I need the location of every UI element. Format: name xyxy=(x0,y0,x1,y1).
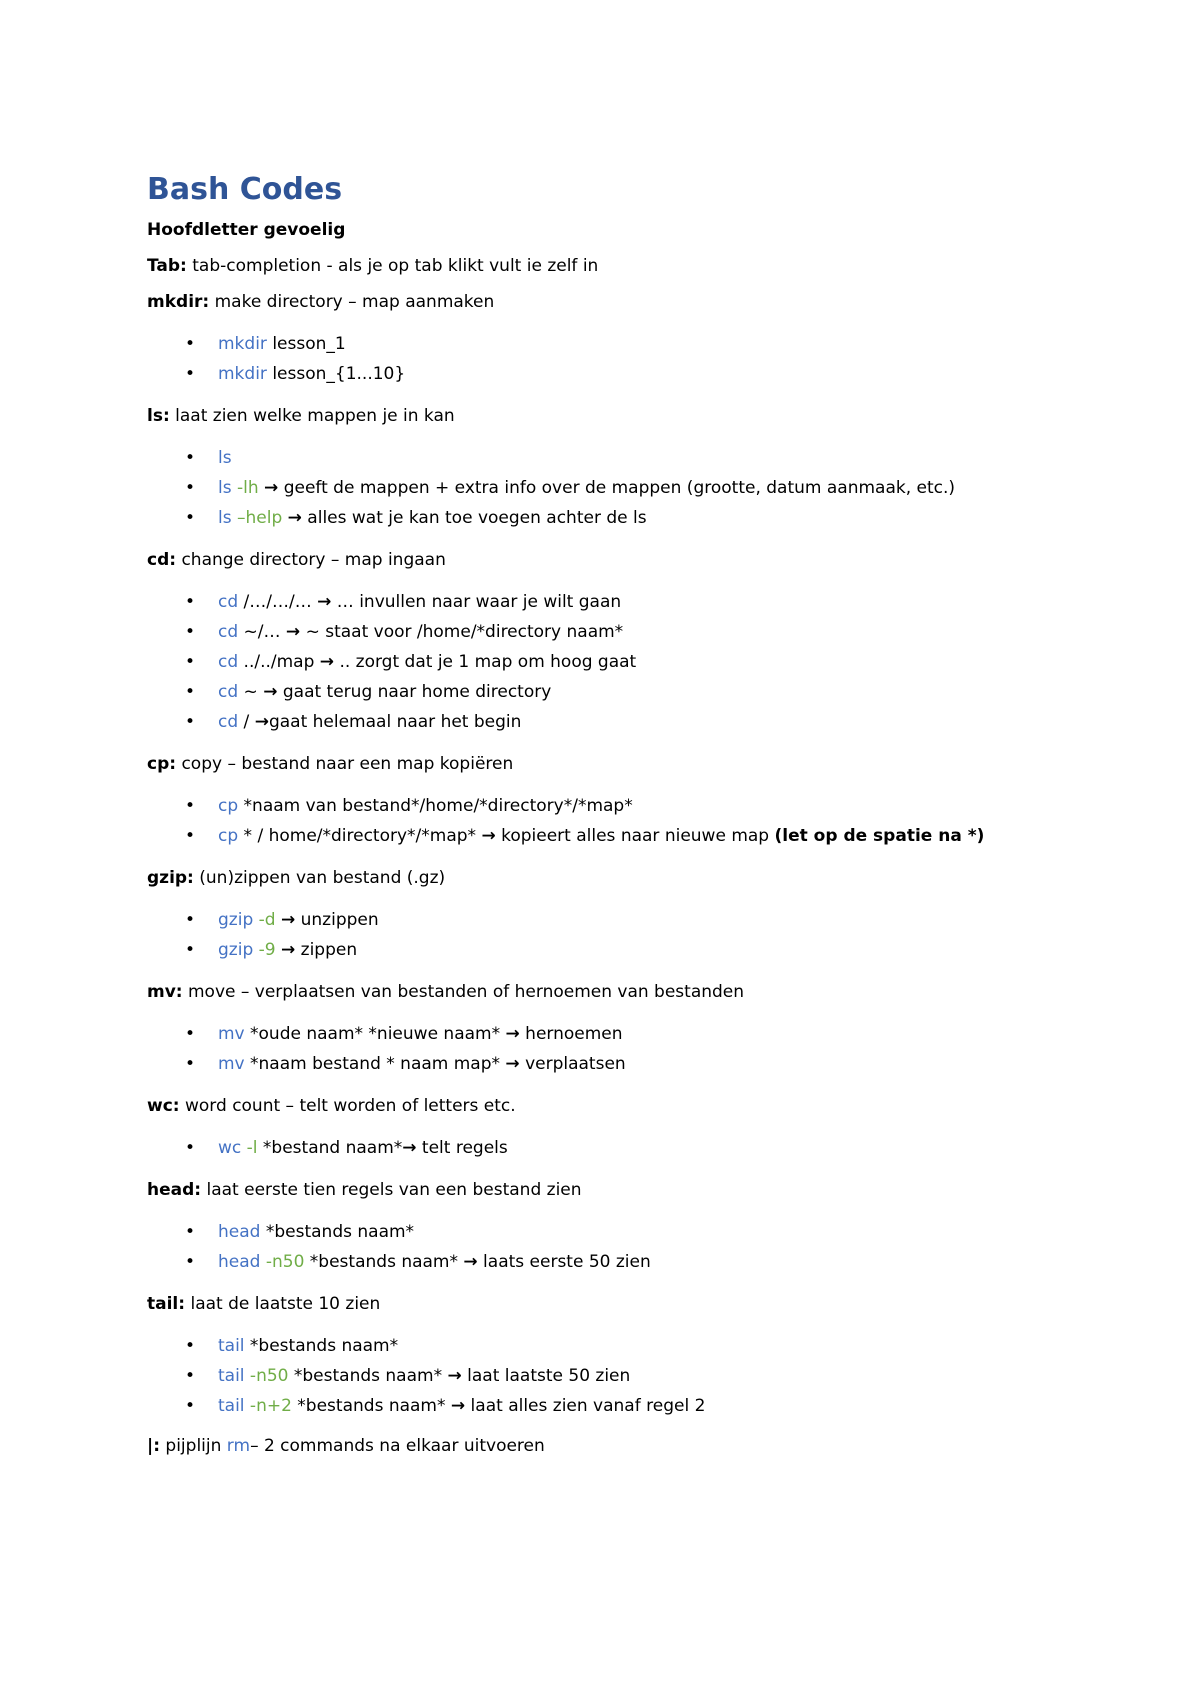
arrow-icon: → xyxy=(505,1024,520,1044)
command-name: mkdir xyxy=(218,334,267,354)
section-term: mkdir: xyxy=(147,292,210,312)
text-run: geeft de mappen + extra info over de mappen (grootte, datum aanmaak, etc.) xyxy=(278,478,956,498)
section-description: laat eerste tien regels van een bestand zien xyxy=(201,1180,582,1200)
arrow-icon: → xyxy=(317,592,332,612)
section-heading xyxy=(147,1094,1077,1118)
arrow-icon: → xyxy=(280,910,296,930)
section-heading xyxy=(147,1292,1077,1316)
command-list xyxy=(147,794,1077,854)
bullet-icon: • xyxy=(185,652,196,672)
text-run: verplaatsen xyxy=(519,1054,626,1074)
list-item xyxy=(147,710,1077,740)
command-option: -d xyxy=(253,910,276,930)
command-option: -9 xyxy=(253,940,276,960)
command-name: tail xyxy=(218,1336,245,1356)
list-item xyxy=(147,1334,1077,1364)
command-list xyxy=(147,332,1077,392)
bullet-icon: • xyxy=(185,940,196,960)
command-list xyxy=(147,908,1077,968)
text-run: ../../map xyxy=(238,652,320,672)
bullet-icon: • xyxy=(185,364,196,384)
text-run: hernoemen xyxy=(519,1024,623,1044)
section-description: (un)zippen van bestand (.gz) xyxy=(193,868,446,888)
text-run: … invullen naar waar je wilt gaan xyxy=(331,592,622,612)
list-item xyxy=(147,476,1077,506)
bullet-icon: • xyxy=(185,1366,196,1386)
list-item xyxy=(147,650,1077,680)
text-run: zippen xyxy=(295,940,358,960)
bullet-icon: • xyxy=(185,622,196,642)
command-name: ls xyxy=(218,448,232,468)
section-heading xyxy=(147,254,1077,278)
text-run: *oude naam* *nieuwe naam* xyxy=(244,1024,506,1044)
section-heading xyxy=(147,752,1077,776)
text-run: *bestands naam* xyxy=(304,1252,464,1272)
command-name: cd xyxy=(218,592,239,612)
text-run: alles wat je kan toe voegen achter de ls xyxy=(301,508,647,528)
text-run: telt regels xyxy=(416,1138,508,1158)
list-item xyxy=(147,680,1077,710)
text-run: laat laatste 50 zien xyxy=(461,1366,631,1386)
arrow-icon: → xyxy=(319,652,335,672)
command-name: cd xyxy=(218,712,239,732)
text-run: kopieert alles naar nieuwe map xyxy=(495,826,775,846)
section-heading xyxy=(147,866,1077,890)
arrow-icon: → xyxy=(254,712,269,732)
arrow-icon: → xyxy=(505,1054,520,1074)
list-item xyxy=(147,362,1077,392)
list-item xyxy=(147,824,1077,854)
list-item xyxy=(147,1022,1077,1052)
section-description: copy – bestand naar een map kopiëren xyxy=(176,754,514,774)
list-item xyxy=(147,938,1077,968)
command-name: wc xyxy=(218,1138,242,1158)
section-description: laat zien welke mappen je in kan xyxy=(169,406,455,426)
section-description: change directory – map ingaan xyxy=(176,550,446,570)
section-term: head: xyxy=(147,1180,202,1200)
command-name: cp xyxy=(218,796,239,816)
command-option: -l xyxy=(241,1138,258,1158)
text-run: * / home/*directory*/*map* xyxy=(238,826,482,846)
command-list xyxy=(147,590,1077,740)
command-option: -lh xyxy=(231,478,259,498)
arrow-icon: → xyxy=(281,940,296,960)
list-item xyxy=(147,908,1077,938)
text-run: laats eerste 50 zien xyxy=(477,1252,651,1272)
command-name: rm xyxy=(226,1436,251,1456)
command-name: tail xyxy=(218,1396,245,1416)
text-run: *bestands naam* xyxy=(260,1222,415,1242)
section-description: laat de laatste 10 zien xyxy=(185,1294,381,1314)
section-term: wc: xyxy=(147,1096,180,1116)
bullet-icon: • xyxy=(185,1138,196,1158)
bullet-icon: • xyxy=(185,826,196,846)
text-run: pijplijn xyxy=(160,1436,227,1456)
bullet-icon: • xyxy=(185,682,196,702)
arrow-icon: → xyxy=(402,1138,417,1158)
command-name: mv xyxy=(218,1054,245,1074)
document-page xyxy=(147,168,1077,1458)
bullet-icon: • xyxy=(185,508,196,528)
bullet-icon: • xyxy=(185,1222,196,1242)
text-run: unzippen xyxy=(295,910,379,930)
list-item xyxy=(147,506,1077,536)
text-run: ~/… xyxy=(238,622,286,642)
list-item xyxy=(147,620,1077,650)
section-term: cd: xyxy=(147,550,177,570)
command-option: –help xyxy=(231,508,283,528)
bullet-icon: • xyxy=(185,448,196,468)
text-run: lesson_1 xyxy=(266,334,346,354)
text-run: *bestands naam* xyxy=(291,1396,451,1416)
bullet-icon: • xyxy=(185,1336,196,1356)
bullet-icon: • xyxy=(185,1252,196,1272)
list-item xyxy=(147,794,1077,824)
bullet-icon: • xyxy=(185,334,196,354)
text-run: lesson_{1...10} xyxy=(266,364,406,384)
command-list xyxy=(147,1022,1077,1082)
list-item xyxy=(147,1136,1077,1166)
text-run: / xyxy=(238,712,255,732)
arrow-icon: → xyxy=(287,508,302,528)
section-term: Tab: xyxy=(147,256,187,276)
list-item xyxy=(147,590,1077,620)
list-item xyxy=(147,446,1077,476)
section-description: move – verplaatsen van bestanden of hernoemen van bestanden xyxy=(182,982,745,1002)
arrow-icon: → xyxy=(463,1252,478,1272)
command-option: -n50 xyxy=(260,1252,305,1272)
text-run: *naam bestand * naam map* xyxy=(244,1054,506,1074)
arrow-icon: → xyxy=(264,478,279,498)
section-term: ls: xyxy=(147,406,170,426)
section-heading xyxy=(147,1178,1077,1202)
bullet-icon: • xyxy=(185,1024,196,1044)
text-run: *bestands naam* xyxy=(244,1336,399,1356)
command-list xyxy=(147,1136,1077,1166)
list-item xyxy=(147,1364,1077,1394)
command-name: gzip xyxy=(218,940,254,960)
arrow-icon: → xyxy=(447,1366,462,1386)
page-title: Bash Codes xyxy=(147,172,343,207)
arrow-icon: → xyxy=(285,622,301,642)
text-run: .. zorgt dat je 1 map om hoog gaat xyxy=(334,652,637,672)
command-name: cd xyxy=(218,652,239,672)
section-heading xyxy=(147,404,1077,428)
command-name: mkdir xyxy=(218,364,267,384)
bullet-icon: • xyxy=(185,478,196,498)
bullet-icon: • xyxy=(185,796,196,816)
text-run: laat alles zien vanaf regel 2 xyxy=(465,1396,706,1416)
section-heading xyxy=(147,548,1077,572)
list-item xyxy=(147,1250,1077,1280)
command-name: ls xyxy=(218,478,232,498)
command-list xyxy=(147,1220,1077,1280)
text-run: ~ staat voor /home/*directory naam* xyxy=(300,622,624,642)
arrow-icon: → xyxy=(263,682,278,702)
command-name: tail xyxy=(218,1366,245,1386)
command-name: gzip xyxy=(218,910,254,930)
text-run: *bestands naam* xyxy=(288,1366,448,1386)
command-option: -n50 xyxy=(244,1366,289,1386)
list-item xyxy=(147,1394,1077,1424)
bullet-icon: • xyxy=(185,1054,196,1074)
list-item xyxy=(147,1052,1077,1082)
text-run: *naam van bestand*/home/*directory*/*map* xyxy=(238,796,633,816)
list-item xyxy=(147,332,1077,362)
arrow-icon: → xyxy=(481,826,496,846)
final-line xyxy=(147,1434,1077,1458)
command-list xyxy=(147,1334,1077,1424)
section-term: tail: xyxy=(147,1294,186,1314)
command-name: ls xyxy=(218,508,232,528)
sections xyxy=(147,254,1077,1424)
text-run: *bestand naam* xyxy=(257,1138,403,1158)
section-description: tab-completion - als je op tab klikt vult ie zelf in xyxy=(186,256,599,276)
section-description: word count – telt worden of letters etc. xyxy=(179,1096,516,1116)
section-term: mv: xyxy=(147,982,183,1002)
bullet-icon: • xyxy=(185,592,196,612)
bold-note: (let op de spatie na *) xyxy=(774,826,985,846)
arrow-icon: → xyxy=(450,1396,466,1416)
section-heading xyxy=(147,980,1077,1004)
command-option: -n+2 xyxy=(244,1396,292,1416)
section-term: |: xyxy=(147,1436,161,1456)
command-name: cd xyxy=(218,682,239,702)
command-name: cp xyxy=(218,826,239,846)
command-list xyxy=(147,446,1077,536)
bullet-icon: • xyxy=(185,910,196,930)
text-run: /…/…/… xyxy=(238,592,318,612)
page-subtitle: Hoofdletter gevoelig xyxy=(147,220,346,240)
list-item xyxy=(147,1220,1077,1250)
command-name: cd xyxy=(218,622,239,642)
text-run: gaat terug naar home directory xyxy=(277,682,552,702)
bullet-icon: • xyxy=(185,712,196,732)
bullet-icon: • xyxy=(185,1396,196,1416)
section-heading xyxy=(147,290,1077,314)
command-name: head xyxy=(218,1252,261,1272)
text-run: ~ xyxy=(238,682,264,702)
command-name: mv xyxy=(218,1024,245,1044)
section-term: cp: xyxy=(147,754,177,774)
text-run: gaat helemaal naar het begin xyxy=(268,712,522,732)
section-description: make directory – map aanmaken xyxy=(209,292,495,312)
command-name: head xyxy=(218,1222,261,1242)
section-term: gzip: xyxy=(147,868,194,888)
text-run: – 2 commands na elkaar uitvoeren xyxy=(250,1436,545,1456)
